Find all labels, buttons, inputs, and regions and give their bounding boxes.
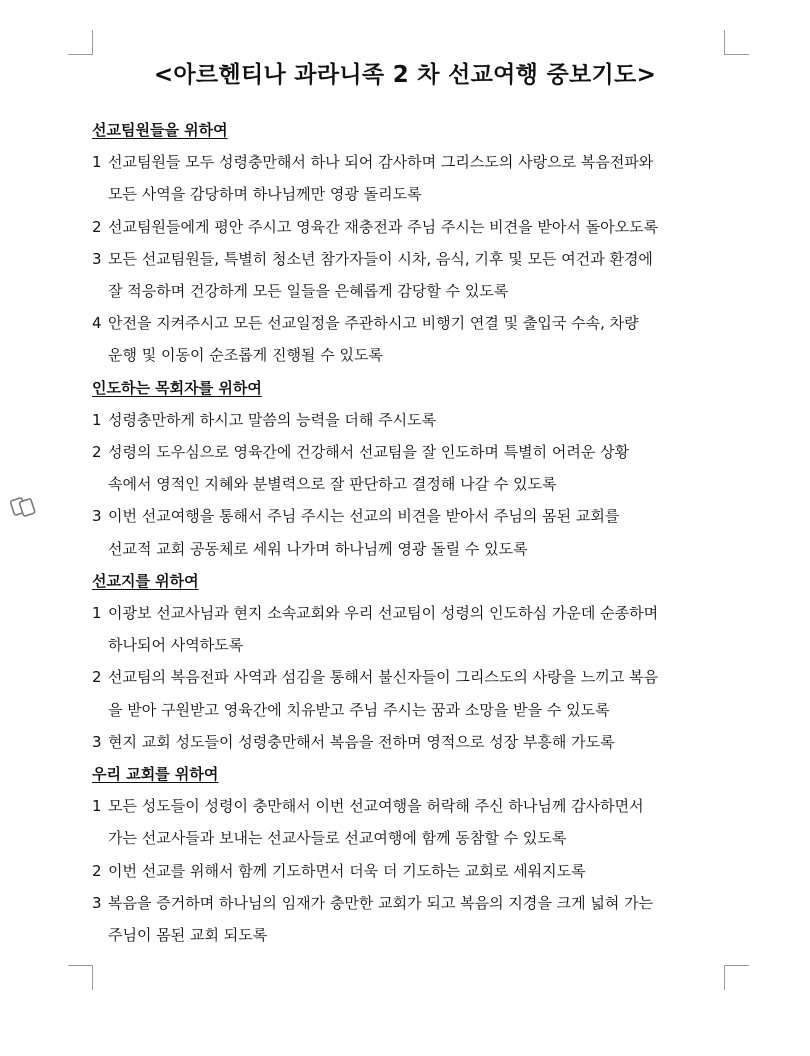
- item-text-line: 잘 적응하며 건강하게 모든 일들을 은혜롭게 감당할 수 있도록: [108, 282, 509, 301]
- crop-mark-bottom-left: [68, 965, 93, 990]
- item-text-line: 모든 성도들이 성령이 충만해서 이번 선교여행을 허락해 주신 하나님께 감사하면서: [108, 797, 644, 816]
- prayer-item: [92, 887, 732, 951]
- crop-mark-top-right: [724, 30, 749, 55]
- item-text-line: 을 받아 구원받고 영육간에 치유받고 주님 주시는 꿈과 소망을 받을 수 있도록: [108, 700, 610, 719]
- item-text-line: 모든 사역을 감당하며 하나님께만 영광 돌리도록: [108, 185, 422, 204]
- item-number: 1: [92, 410, 102, 429]
- item-number: 2: [92, 217, 102, 236]
- item-text-line: 성령의 도우심으로 영육간에 건강해서 선교팀을 잘 인도하며 특별히 어려운 상황: [108, 443, 630, 462]
- prayer-item: [92, 436, 732, 500]
- item-text-line: 이광보 선교사님과 현지 소속교회와 우리 선교팀이 성령의 인도하심 가운데 순종하며: [108, 604, 659, 623]
- prayer-item: [92, 855, 732, 887]
- item-text-line: 성령충만하게 하시고 말씀의 능력을 더해 주시도록: [108, 410, 437, 429]
- item-number: 1: [92, 604, 102, 623]
- prayer-item: [92, 661, 732, 725]
- item-text-line: 현지 교회 성도들이 성령충만해서 복음을 전하며 영적으로 성장 부흥해 가도록: [108, 732, 615, 751]
- item-text-line: 하나되어 사역하도록: [108, 636, 244, 655]
- section-heading: 선교팀원들을 위하여: [92, 121, 228, 139]
- page-title: <아르헨티나 과라니족 2 차 선교여행 중보기도>: [153, 62, 657, 88]
- crop-mark-top-left: [68, 30, 93, 55]
- item-number: 3: [92, 732, 102, 751]
- section-heading: 인도하는 목회자를 위하여: [92, 378, 262, 397]
- item-number: 3: [92, 893, 102, 912]
- item-number: 1: [92, 797, 102, 816]
- prayer-list: [92, 114, 732, 951]
- prayer-item: [92, 146, 732, 210]
- item-text-line: 속에서 영적인 지혜와 분별력으로 잘 판단하고 결정해 나갈 수 있도록: [108, 475, 557, 494]
- item-text-line: 선교팀원들에게 평안 주시고 영육간 재충전과 주님 주시는 비견을 받아서 돌아오도록: [108, 217, 659, 236]
- item-text-line: 이번 선교를 위해서 함께 기도하면서 더욱 더 기도하는 교회로 세워지도록: [108, 861, 586, 880]
- item-text-line: 이번 선교여행을 통해서 주님 주시는 선교의 비견을 받아서 주님의 몸된 교회를: [108, 507, 620, 526]
- section-heading: 우리 교회를 위하여: [92, 765, 219, 784]
- item-number: 1: [92, 153, 102, 172]
- prayer-item: [92, 790, 732, 854]
- prayer-item: [92, 726, 732, 758]
- prayer-item: [92, 597, 732, 661]
- prayer-item: [92, 243, 732, 307]
- item-text-line: 운행 및 이동이 순조롭게 진행될 수 있도록: [108, 346, 383, 365]
- item-number: 3: [92, 507, 102, 526]
- document-link-icon[interactable]: [10, 496, 36, 518]
- prayer-item: [92, 307, 732, 371]
- prayer-item: [92, 500, 732, 564]
- item-number: 2: [92, 443, 102, 462]
- item-text-line: 안전을 지켜주시고 모든 선교일정을 주관하시고 비행기 연결 및 출입국 수속, 차량: [108, 314, 639, 333]
- prayer-item: [92, 404, 732, 436]
- item-text-line: 주님이 몸된 교회 되도록: [108, 926, 268, 945]
- item-text-line: 선교적 교회 공동체로 세워 나가며 하나님께 영광 돌릴 수 있도록: [108, 539, 528, 558]
- item-text-line: 선교팀의 복음전파 사역과 섬김을 통해서 불신자들이 그리스도의 사랑을 느끼고 복음: [108, 668, 659, 687]
- item-text-line: 가는 선교사들과 보내는 선교사들로 선교여행에 함께 동참할 수 있도록: [108, 829, 567, 848]
- item-text-line: 복음을 증거하며 하나님의 임재가 충만한 교회가 되고 복음의 지경을 크게 넓혀 가는: [108, 893, 654, 912]
- item-number: 2: [92, 861, 102, 880]
- prayer-item: [92, 211, 732, 243]
- item-text-line: 모든 선교팀원들, 특별히 청소년 참가자들이 시차, 음식, 기후 및 모든 여건과 환경에: [108, 249, 653, 268]
- item-number: 2: [92, 668, 102, 687]
- crop-mark-bottom-right: [724, 965, 749, 990]
- item-number: 4: [92, 314, 102, 333]
- section-heading: 선교지를 위하여: [92, 571, 199, 590]
- item-number: 3: [92, 249, 102, 268]
- item-text-line: 선교팀원들 모두 성령충만해서 하나 되어 감사하며 그리스도의 사랑으로 복음전파와: [108, 153, 654, 172]
